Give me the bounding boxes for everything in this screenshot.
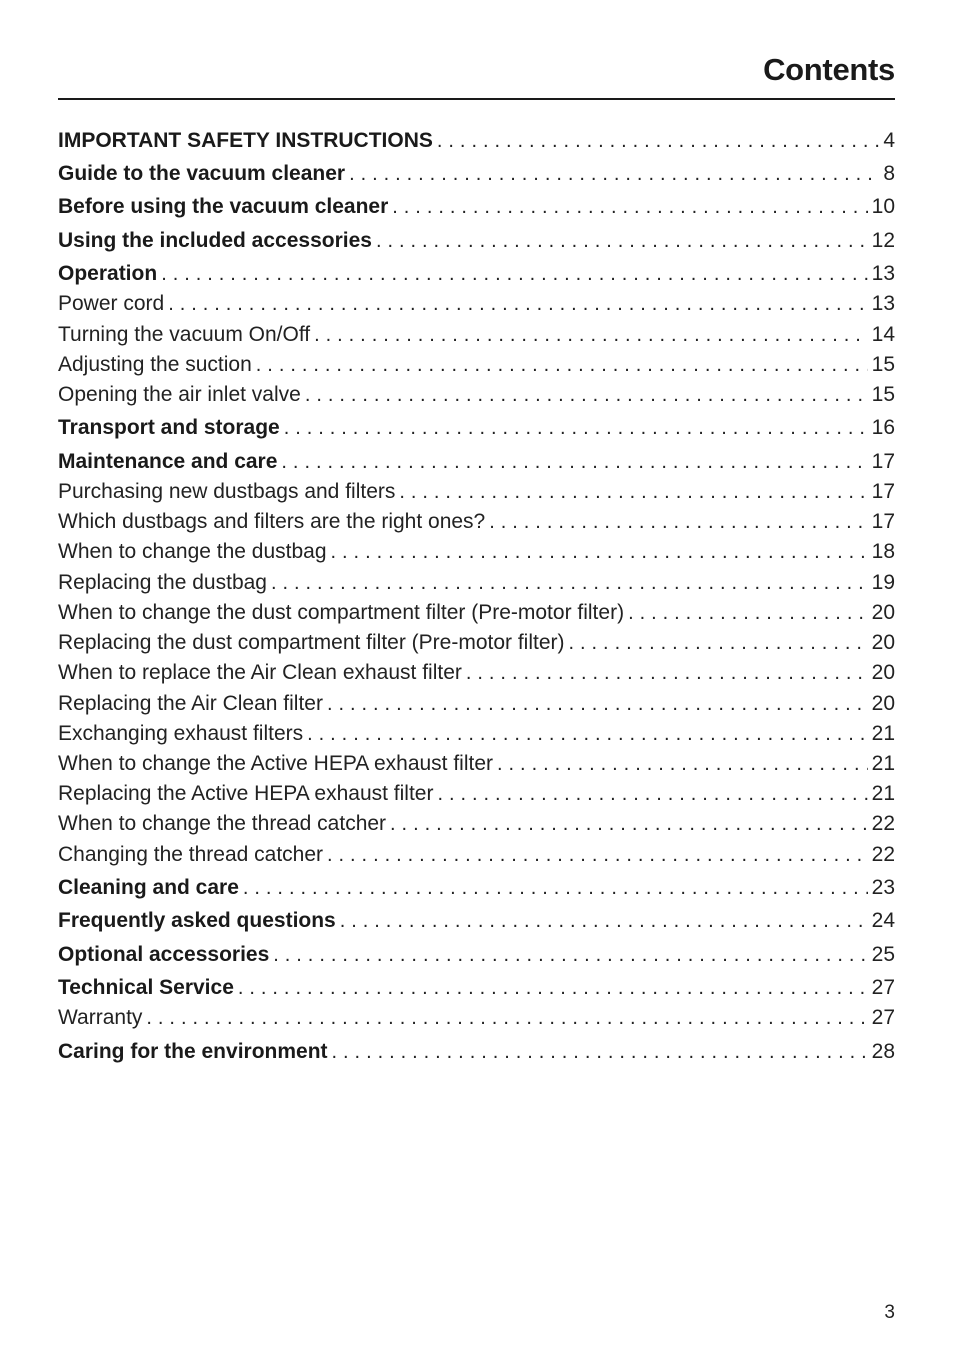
toc-dot-leader xyxy=(161,260,867,288)
toc-dot-leader xyxy=(349,160,879,188)
toc-entry-title: When to change the dust compartment filter (Pre-motor filter) xyxy=(58,601,625,624)
toc-entry[interactable] xyxy=(58,351,895,379)
toc-dot-leader xyxy=(437,127,879,155)
toc-entry-page: 21 xyxy=(871,722,895,745)
toc-entry-page: 17 xyxy=(871,510,895,533)
toc-dot-leader xyxy=(243,874,868,902)
toc-entry-page: 13 xyxy=(871,292,895,315)
toc-entry[interactable] xyxy=(58,841,895,869)
toc-entry[interactable] xyxy=(58,780,895,808)
toc-dot-leader xyxy=(390,810,868,838)
toc-entry-title: Operation xyxy=(58,262,158,285)
toc-dot-leader xyxy=(331,538,868,566)
toc-dot-leader xyxy=(146,1004,867,1032)
toc-entry-page: 12 xyxy=(871,229,895,252)
toc-entry-page: 22 xyxy=(871,812,895,835)
toc-entry-title: When to change the thread catcher xyxy=(58,812,387,835)
toc-entry-page: 22 xyxy=(871,843,895,866)
toc-entry-title: Transport and storage xyxy=(58,416,280,439)
toc-dot-leader xyxy=(327,690,868,718)
toc-entry-title: Before using the vacuum cleaner xyxy=(58,195,389,218)
toc-entry-page: 10 xyxy=(871,195,895,218)
toc-entry-title: Opening the air inlet valve xyxy=(58,383,301,406)
toc-entry-page: 20 xyxy=(871,631,895,654)
toc-entry-page: 20 xyxy=(871,692,895,715)
toc-dot-leader xyxy=(466,659,868,687)
toc-entry[interactable] xyxy=(58,629,895,657)
toc-entry[interactable] xyxy=(58,720,895,748)
toc-entry-title: Which dustbags and filters are the right ones? xyxy=(58,510,486,533)
toc-entry-title: Replacing the dust compartment filter (Pre-motor filter) xyxy=(58,631,565,654)
toc-entry-page: 16 xyxy=(871,416,895,439)
toc-entry-title: Caring for the environment xyxy=(58,1040,328,1063)
toc-dot-leader xyxy=(489,508,867,536)
toc-dot-leader xyxy=(327,841,868,869)
toc-entry-title: When to change the Active HEPA exhaust filter xyxy=(58,752,494,775)
toc-entry-page: 25 xyxy=(871,943,895,966)
toc-dot-leader xyxy=(340,907,868,935)
toc-dot-leader xyxy=(399,478,867,506)
toc-entry-title: Changing the thread catcher xyxy=(58,843,324,866)
toc-dot-leader xyxy=(569,629,868,657)
toc-entry-title: Optional accessories xyxy=(58,943,270,966)
toc-entry-page: 14 xyxy=(871,323,895,346)
toc-entry[interactable] xyxy=(58,414,895,442)
toc-entry-page: 24 xyxy=(871,909,895,932)
toc-entry-title: When to replace the Air Clean exhaust filter xyxy=(58,661,462,684)
toc-entry[interactable] xyxy=(58,227,895,255)
toc-dot-leader xyxy=(238,974,868,1002)
toc-entry[interactable] xyxy=(58,478,895,506)
toc-entry[interactable] xyxy=(58,508,895,536)
toc-entry[interactable] xyxy=(58,659,895,687)
toc-entry[interactable] xyxy=(58,381,895,409)
toc-entry-title: Replacing the Active HEPA exhaust filter xyxy=(58,782,434,805)
toc-entry[interactable] xyxy=(58,750,895,778)
toc-entry-title: Technical Service xyxy=(58,976,234,999)
toc-dot-leader xyxy=(307,720,868,748)
toc-dot-leader xyxy=(628,599,868,627)
toc-entry[interactable] xyxy=(58,810,895,838)
toc-entry[interactable] xyxy=(58,538,895,566)
toc-entry-title: Cleaning and care xyxy=(58,876,239,899)
toc-dot-leader xyxy=(281,448,867,476)
toc-entry-title: Guide to the vacuum cleaner xyxy=(58,162,346,185)
toc-dot-leader xyxy=(305,381,868,409)
toc-entry-page: 23 xyxy=(871,876,895,899)
toc-entry-page: 20 xyxy=(871,661,895,684)
toc-entry-page: 15 xyxy=(871,383,895,406)
toc-entry[interactable] xyxy=(58,599,895,627)
toc-entry[interactable] xyxy=(58,569,895,597)
toc-entry[interactable] xyxy=(58,690,895,718)
toc-entry-title: Power cord xyxy=(58,292,165,315)
toc-entry-title: Replacing the dustbag xyxy=(58,571,267,594)
toc-entry-page: 28 xyxy=(871,1040,895,1063)
toc-entry[interactable] xyxy=(58,874,895,902)
toc-dot-leader xyxy=(392,193,867,221)
toc-entry-title: Purchasing new dustbags and filters xyxy=(58,480,396,503)
toc-entry-page: 20 xyxy=(871,601,895,624)
toc-entry-page: 18 xyxy=(871,540,895,563)
page-number: 3 xyxy=(884,1302,895,1323)
toc-entry[interactable] xyxy=(58,290,895,318)
toc-entry[interactable] xyxy=(58,941,895,969)
toc-dot-leader xyxy=(376,227,868,255)
toc-entry-page: 19 xyxy=(871,571,895,594)
toc-entry-title: IMPORTANT SAFETY INSTRUCTIONS xyxy=(58,129,433,152)
toc-entry-page: 4 xyxy=(883,129,895,152)
toc-entry-page: 27 xyxy=(871,1006,895,1029)
toc-dot-leader xyxy=(168,290,867,318)
toc-entry-page: 8 xyxy=(883,162,895,185)
toc-entry-page: 21 xyxy=(871,782,895,805)
toc-entry[interactable] xyxy=(58,321,895,349)
toc-dot-leader xyxy=(271,569,868,597)
toc-entry-title: Maintenance and care xyxy=(58,450,278,473)
toc-entry[interactable] xyxy=(58,160,895,188)
toc-entry[interactable] xyxy=(58,127,895,155)
toc-entry[interactable] xyxy=(58,193,895,221)
toc-entry[interactable] xyxy=(58,907,895,935)
toc-entry-page: 27 xyxy=(871,976,895,999)
toc-entry-title: Replacing the Air Clean filter xyxy=(58,692,323,715)
toc-dot-leader xyxy=(497,750,868,778)
toc-dot-leader xyxy=(437,780,867,808)
toc-entry-title: Using the included accessories xyxy=(58,229,372,252)
toc-entry[interactable] xyxy=(58,974,895,1002)
toc-dot-leader xyxy=(332,1038,868,1066)
toc-entry[interactable] xyxy=(58,1038,895,1066)
toc-entry-page: 21 xyxy=(871,752,895,775)
toc-dot-leader xyxy=(314,321,868,349)
page-title: Contents xyxy=(763,52,895,87)
toc-entry-title: Exchanging exhaust filters xyxy=(58,722,304,745)
toc-entry-title: Turning the vacuum On/Off xyxy=(58,323,311,346)
toc-entry-page: 17 xyxy=(871,450,895,473)
toc-entry-title: Frequently asked questions xyxy=(58,909,336,932)
toc-entry-page: 15 xyxy=(871,353,895,376)
toc-entry[interactable] xyxy=(58,448,895,476)
toc-entry-page: 13 xyxy=(871,262,895,285)
toc-entry-page: 17 xyxy=(871,480,895,503)
toc-entry-title: When to change the dustbag xyxy=(58,540,327,563)
toc-dot-leader xyxy=(273,941,867,969)
toc-entry-title: Adjusting the suction xyxy=(58,353,252,376)
table-of-contents xyxy=(58,0,895,1100)
toc-dot-leader xyxy=(284,414,868,442)
toc-entry[interactable] xyxy=(58,260,895,288)
toc-dot-leader xyxy=(256,351,868,379)
toc-entry-title: Warranty xyxy=(58,1006,143,1029)
toc-entry[interactable] xyxy=(58,1004,895,1032)
